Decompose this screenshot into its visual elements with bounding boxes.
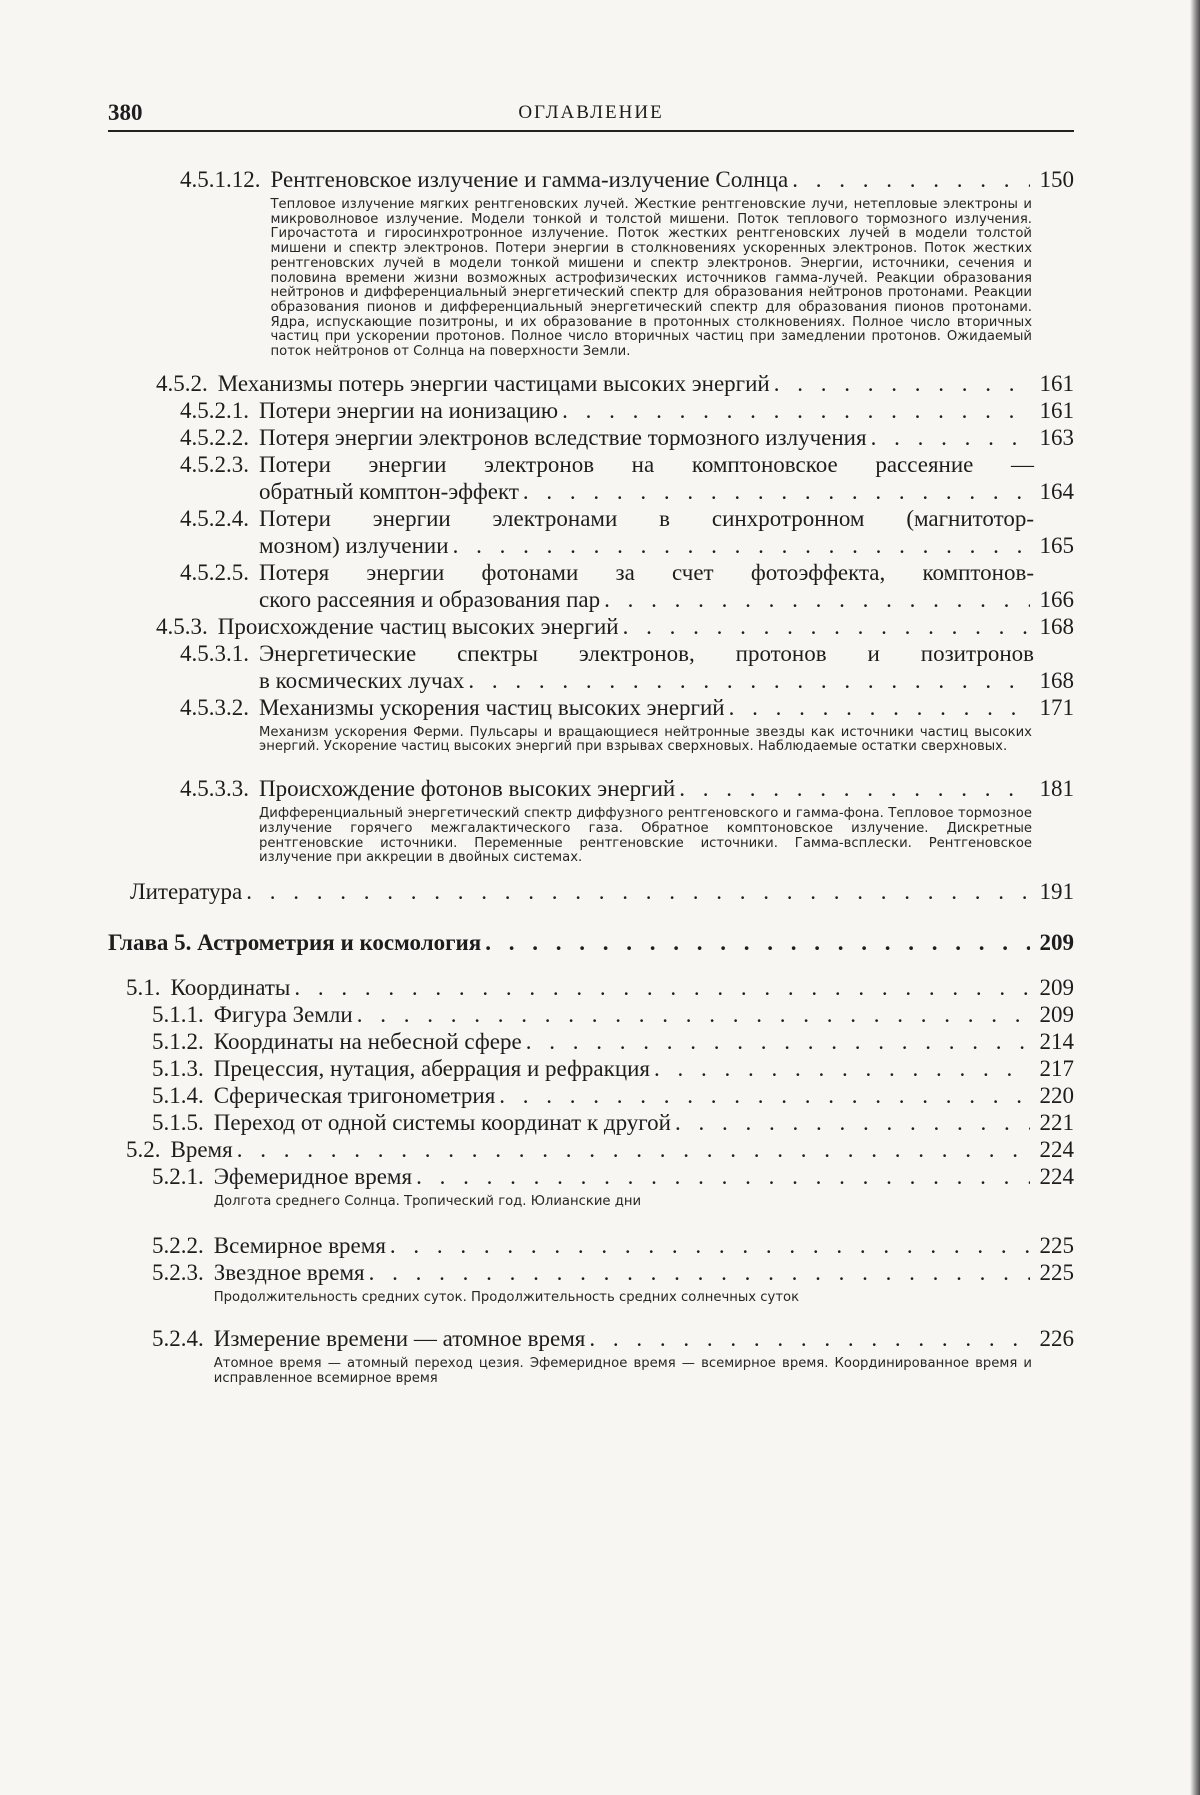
toc-title-line: Потери энергии электронов на комптоновское рассеяние — — [259, 451, 1034, 477]
toc-title-line: Потеря энергии фотонами за счет фотоэффекта, комптонов- — [259, 559, 1034, 585]
toc-title: Переход от одной системы координат к другой — [213, 1109, 671, 1135]
toc-number: 5.2. — [126, 1136, 161, 1162]
toc-title: Прецессия, нутация, аберрация и рефракция — [213, 1055, 651, 1081]
toc-entry[interactable] — [108, 1001, 1074, 1028]
toc-page: 181 — [1039, 776, 1074, 802]
toc-entry[interactable] — [108, 974, 1074, 1001]
leader-dots — [294, 974, 1030, 1001]
leader-dots — [792, 166, 1030, 193]
leader-dots — [416, 1163, 1030, 1190]
toc-number: 4.5.2.2. — [180, 424, 249, 450]
toc-title: Всемирное время — [213, 1232, 386, 1258]
book-page — [108, 100, 1074, 1387]
toc-title: в космических лучах — [259, 667, 465, 693]
toc-page: 161 — [1039, 370, 1074, 396]
toc-number: 4.5.2. — [156, 370, 208, 396]
leader-dots — [679, 775, 1030, 802]
toc-number: 5.1.4. — [152, 1082, 204, 1108]
toc-title: Время — [170, 1136, 233, 1162]
toc-title: Потери энергии на ионизацию — [259, 397, 559, 423]
toc-title: Координаты на небесной сфере — [213, 1028, 522, 1054]
leader-dots — [468, 667, 1030, 694]
toc-page: 209 — [1039, 1001, 1074, 1027]
toc-title: Рентгеновское излучение и гамма-излучение Солнца — [270, 167, 789, 192]
toc-entry[interactable] — [108, 775, 1074, 878]
toc-page: 225 — [1039, 1259, 1074, 1285]
toc-entry[interactable] — [108, 424, 1074, 451]
leader-dots — [675, 1109, 1030, 1136]
leader-dots — [453, 532, 1030, 559]
toc-entry[interactable] — [108, 1163, 1074, 1232]
toc-page: 191 — [1039, 878, 1074, 904]
leader-dots — [871, 424, 1030, 451]
toc-title: Измерение времени — атомное время — [213, 1326, 586, 1352]
toc-page: 168 — [1039, 667, 1074, 693]
toc-number: 5.1.3. — [152, 1055, 204, 1081]
toc-entry[interactable] — [108, 1232, 1074, 1259]
leader-dots — [237, 1136, 1030, 1163]
toc-entry[interactable] — [108, 1259, 1074, 1326]
toc-title: Происхождение частиц высоких энергий — [217, 613, 619, 639]
toc-page: 171 — [1039, 694, 1074, 720]
toc-page: 220 — [1039, 1082, 1074, 1108]
leader-dots — [526, 1028, 1030, 1055]
toc-number: 4.5.1.12. — [180, 167, 261, 192]
toc-page: 161 — [1039, 397, 1074, 423]
toc-entry[interactable] — [108, 1082, 1074, 1109]
toc-annotation: Атомное время — атомный переход цезия. Эфемеридное время — всемирное время. Координированное время и исправленное всемирное время — [213, 1356, 1032, 1387]
toc-number: 5.1.1. — [152, 1001, 204, 1027]
toc-number: 5.1.2. — [152, 1028, 204, 1054]
leader-dots — [485, 929, 1030, 956]
page-number: 380 — [108, 100, 143, 125]
toc-title: Глава 5. Астрометрия и космология — [108, 929, 482, 955]
toc-page: 168 — [1039, 613, 1074, 639]
toc-number: 4.5.3.2. — [180, 694, 249, 720]
toc-number: 4.5.2.5. — [180, 559, 249, 585]
toc-page: 164 — [1039, 478, 1074, 504]
toc-number: 4.5.2.1. — [180, 397, 249, 423]
leader-dots — [499, 1082, 1030, 1109]
toc-number: 5.2.2. — [152, 1232, 204, 1258]
toc-title: Потеря энергии электронов вследствие тормозного излучения — [259, 424, 867, 450]
toc-page: 209 — [1039, 929, 1074, 955]
toc-entry[interactable] — [108, 451, 1074, 505]
toc-title: Сферическая тригонометрия — [213, 1082, 496, 1108]
toc-annotation: Механизм ускорения Ферми. Пульсары и вращающиеся нейтронные звезды как источники частиц высоких энергий. Ускорение частиц высоких энергий при взрывах сверхновых. Наблюдаемые остатки сверхновых. — [259, 724, 1032, 755]
toc-annotation: Дифференциальный энергетический спектр диффузного рентгеновского и гамма-фона. Тепловое тормозное излучение горячего межгалактического газа. Обратное комптоновское излучение. Дискретные рентгеновские источники. Переменные рентгеновские источники. Гамма-всплески. Рентгеновское излучение при аккреции в двойных системах. — [259, 806, 1032, 866]
toc-page: 217 — [1039, 1055, 1074, 1081]
toc-number: 5.1.5. — [152, 1109, 204, 1135]
toc-title: Происхождение фотонов высоких энергий — [259, 776, 676, 802]
toc-title: Механизмы потерь энергии частицами высоких энергий — [217, 370, 770, 396]
toc-number: 4.5.2.4. — [180, 505, 249, 531]
toc-page: 224 — [1039, 1163, 1074, 1189]
toc-title-line: Потери энергии электронами в синхротронном (магнитотор- — [259, 505, 1034, 531]
toc-title: обратный комптон-эффект — [259, 478, 519, 504]
toc-title: Литература — [130, 878, 243, 904]
toc-entry[interactable] — [108, 1055, 1074, 1082]
leader-dots — [246, 878, 1030, 905]
toc-page: 163 — [1039, 424, 1074, 450]
toc-entry[interactable] — [108, 370, 1074, 397]
toc-entry[interactable] — [108, 166, 1074, 370]
toc-entry[interactable] — [108, 1136, 1074, 1163]
toc-title: Координаты — [170, 974, 291, 1000]
toc-entry[interactable] — [108, 397, 1074, 424]
toc-page: 221 — [1039, 1109, 1074, 1135]
leader-dots — [562, 397, 1030, 424]
toc-page: 150 — [1039, 167, 1074, 192]
toc-title: Фигура Земли — [213, 1001, 353, 1027]
toc-entry[interactable] — [108, 694, 1074, 775]
toc-entry[interactable] — [108, 640, 1074, 694]
toc-title: мозном) излучении — [259, 532, 449, 558]
toc-title: Эфемеридное время — [213, 1163, 413, 1189]
leader-dots — [589, 1325, 1030, 1352]
toc-chapter-entry[interactable] — [108, 929, 1074, 956]
toc-number: 4.5.2.3. — [180, 451, 249, 477]
running-title: ОГЛАВЛЕНИЕ — [518, 102, 664, 123]
leader-dots — [357, 1001, 1030, 1028]
toc-page: 209 — [1039, 974, 1074, 1000]
toc-page: 226 — [1039, 1326, 1074, 1352]
toc-number: 4.5.3.1. — [180, 640, 249, 666]
toc-entry[interactable] — [108, 1109, 1074, 1136]
toc-entry[interactable] — [108, 1325, 1074, 1396]
toc-number: 5.2.1. — [152, 1163, 204, 1189]
toc-entry[interactable] — [108, 1028, 1074, 1055]
toc-number: 5.2.4. — [152, 1326, 204, 1352]
table-of-contents — [108, 166, 1074, 1397]
page-edge-shadow — [1190, 0, 1200, 1795]
toc-entry[interactable] — [108, 613, 1074, 640]
toc-title: Звездное время — [213, 1259, 365, 1285]
leader-dots — [654, 1055, 1030, 1082]
leader-dots — [369, 1259, 1030, 1286]
toc-annotation: Тепловое излучение мягких рентгеновских лучей. Жесткие рентгеновские лучи, нетепловые электроны и микроволновое излучение. Модели тонкой и толстой мишени. Поток теплового тормозного излучения. Гирочастота и гиросинхротронное излучение. Поток жестких рентгеновских лучей в модели толстой мишени и спектр электронов. Потери энергии в столкновениях ускоренных электронов. Поток жестких рентгеновских лучей в модели тонкой мишени и спектр электронов. Энергии, источники, сечения и половина времени жизни возможных астрофизических источников гамма-лучей. Реакции образования нейтронов и дифференциальный энергетический спектр для образования нейтронов протонами. Реакции образования пионов и дифференциальный энергетический спектр для образования пионов протонами. Ядра, испускающие позитроны, и их образование в протонных столкновениях. Полное число вторичных частиц при ускорении протонов. Полное число вторичных частиц при замедлении протонов. Ожидаемый поток нейтронов от Солнца на поверхности Земли. — [270, 197, 1032, 360]
toc-annotation: Продолжительность средних суток. Продолжительность средних солнечных суток — [213, 1289, 800, 1305]
toc-title: Механизмы ускорения частиц высоких энергий — [259, 694, 725, 720]
leader-dots — [729, 694, 1030, 721]
toc-entry[interactable] — [108, 559, 1074, 613]
toc-page: 225 — [1039, 1232, 1074, 1258]
toc-title: ского рассеяния и образования пар — [259, 586, 601, 612]
toc-number: 4.5.3.3. — [180, 776, 249, 802]
toc-number: 4.5.3. — [156, 613, 208, 639]
toc-annotation: Долгота среднего Солнца. Тропический год. Юлианские дни — [213, 1193, 642, 1209]
toc-page: 214 — [1039, 1028, 1074, 1054]
running-header — [108, 100, 1074, 132]
toc-page: 165 — [1039, 532, 1074, 558]
toc-title-line: Энергетические спектры электронов, протонов и позитронов — [259, 640, 1034, 666]
leader-dots — [623, 613, 1030, 640]
toc-number: 5.2.3. — [152, 1259, 204, 1285]
toc-entry[interactable] — [108, 505, 1074, 559]
toc-page: 166 — [1039, 586, 1074, 612]
toc-entry[interactable] — [108, 878, 1074, 905]
leader-dots — [523, 478, 1030, 505]
leader-dots — [774, 370, 1030, 397]
leader-dots — [390, 1232, 1030, 1259]
toc-page: 224 — [1039, 1136, 1074, 1162]
leader-dots — [604, 586, 1030, 613]
toc-number: 5.1. — [126, 974, 161, 1000]
